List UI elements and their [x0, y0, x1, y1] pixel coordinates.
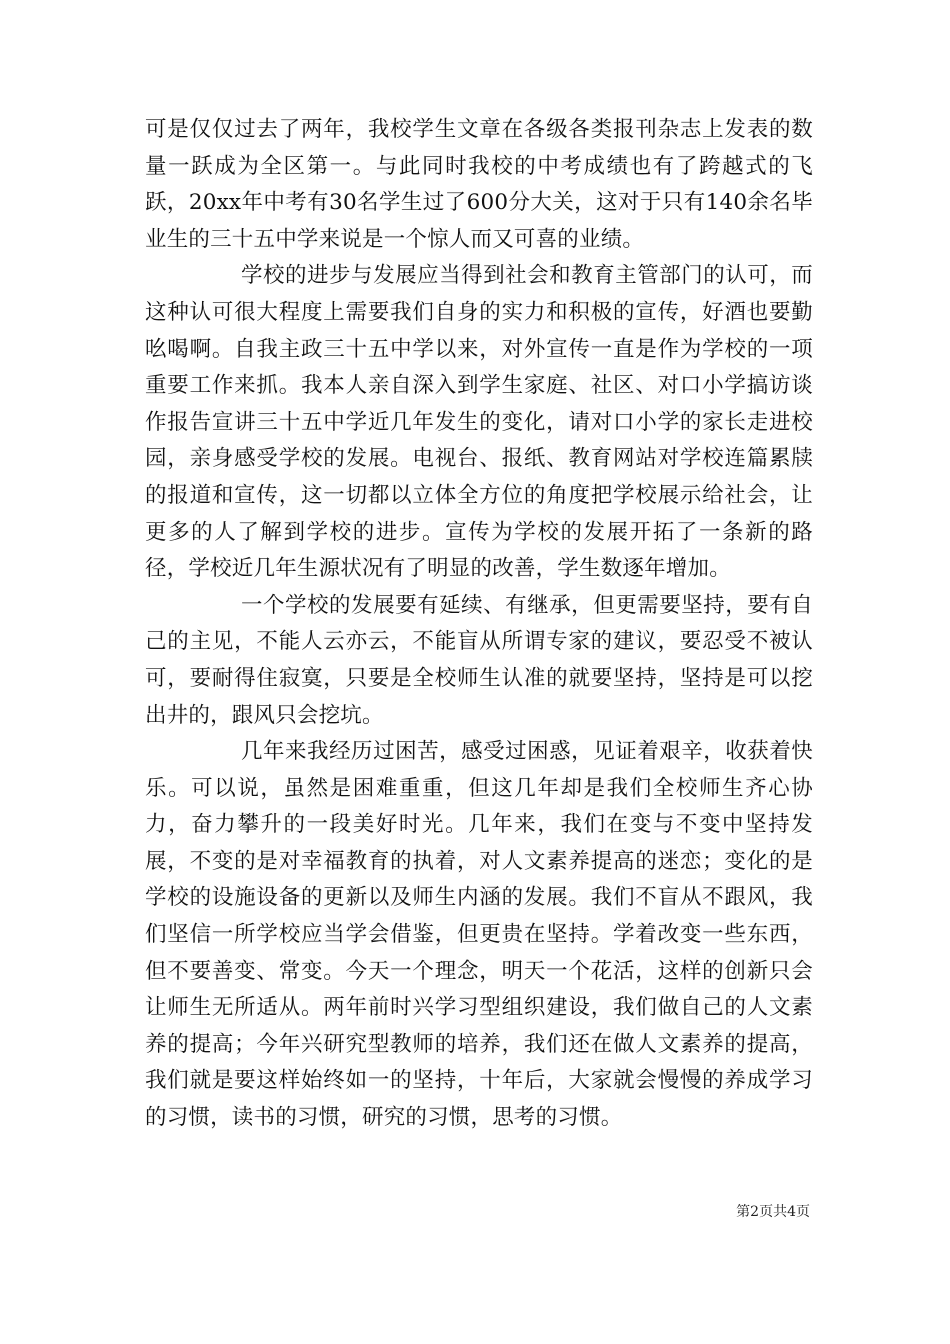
paragraph-4: 几年来我经历过困苦，感受过困惑，见证着艰辛，收获着快乐。可以说，虽然是困难重重，但这几年却是我们全校师生齐心协力，奋力攀升的一段美好时光。几年来，我们在变与不变中坚持发展，不变的是对幸福教育的执着，对人文素养提高的迷恋；变化的是学校的设施设备的更新以及师生内涵的发展。我们不盲从不跟风，我们坚信一所学校应当学会借鉴，但更贵在坚持。学着改变一些东西，但不要善变、常变。今天一个理念，明天一个花活，这样的创新只会让师生无所适从。两年前时兴学习型组织建设，我们做自己的人文素养的提高；今年兴研究型教师的培养，我们还在做人文素养的提高，我们就是要这样始终如一的坚持，十年后，大家就会慢慢的养成学习的习惯，读书的习惯，研究的习惯，思考的习惯。 — [145, 739, 813, 1131]
paragraph-3: 一个学校的发展要有延续、有继承，但更需要坚持，要有自己的主见，不能人云亦云，不能盲从所谓专家的建议，要忍受不被认可，要耐得住寂寞，只要是全校师生认准的就要坚持，坚持是可以挖出井的，跟风只会挖坑。 — [145, 592, 813, 728]
paragraph-1: 可是仅仅过去了两年，我校学生文章在各级各类报刊杂志上发表的数量一跃成为全区第一。与此同时我校的中考成绩也有了跨越式的飞跃，20xx年中考有30名学生过了600分大关，这对于只有140余名毕业生的三十五中学来说是一个惊人而又可喜的业绩。 — [145, 117, 813, 252]
page-number-footer: 第2页共4页 — [736, 1204, 810, 1220]
document-body — [145, 112, 813, 1137]
paragraph-2: 学校的进步与发展应当得到社会和教育主管部门的认可，而这种认可很大程度上需要我们自身的实力和积极的宣传，好酒也要勤吆喝啊。自我主政三十五中学以来，对外宣传一直是作为学校的一项重要工作来抓。我本人亲自深入到学生家庭、社区、对口小学搞访谈作报告宣讲三十五中学近几年发生的变化，请对口小学的家长走进校园，亲身感受学校的发展。电视台、报纸、教育网站对学校连篇累牍的报道和宣传，这一切都以立体全方位的角度把学校展示给社会，让更多的人了解到学校的进步。宣传为学校的发展开拓了一条新的路径，学校近几年生源状况有了明显的改善，学生数逐年增加。 — [145, 263, 813, 582]
